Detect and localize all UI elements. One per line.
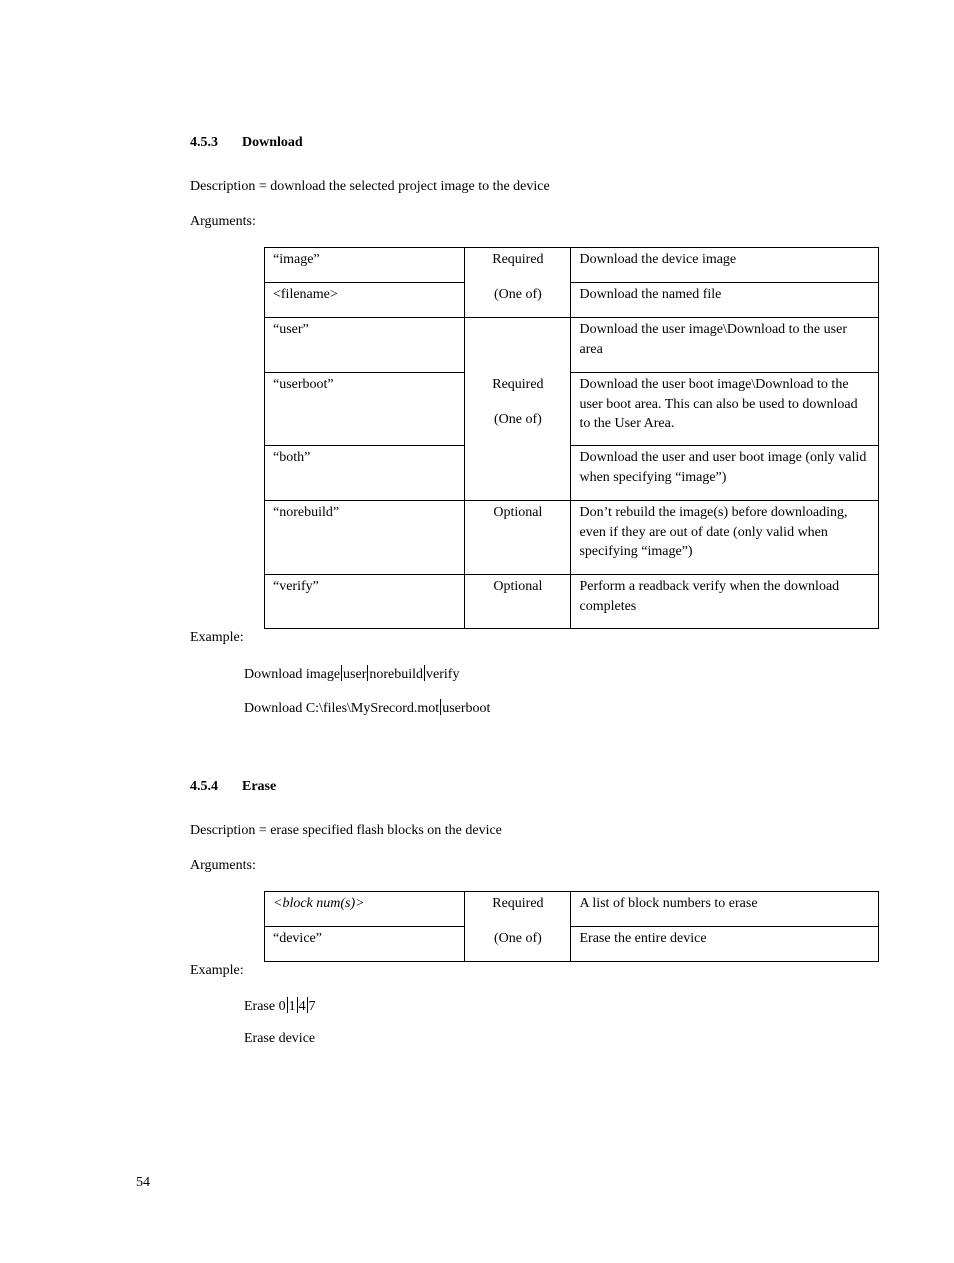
arg-description: Perform a readback verify when the download completes — [579, 579, 840, 614]
arg-description: Erase the entire device — [579, 931, 707, 946]
erase-arguments-table — [264, 891, 879, 962]
arg-description: Download the user boot image\Download to the user boot area. This can also be used to download to the User Area. — [579, 377, 858, 431]
arg-name: “image” — [273, 252, 320, 267]
requirement-cell — [465, 248, 570, 304]
requirement-note: (One of) — [493, 930, 542, 946]
download-arguments-label: Arguments: — [190, 214, 256, 229]
requirement-note: (One of) — [493, 286, 542, 302]
table-row — [265, 248, 879, 283]
arg-description: Download the device image — [579, 252, 737, 267]
erase-example-1 — [244, 997, 316, 1015]
requirement-cell — [465, 892, 570, 948]
table-row — [265, 501, 879, 575]
arg-name: “user” — [273, 322, 309, 337]
erase-example-label: Example: — [190, 963, 244, 978]
pipe-separator — [307, 997, 308, 1013]
arg-description: Download the named file — [579, 287, 722, 302]
arg-name: “userboot” — [273, 377, 334, 392]
arg-name: “device” — [273, 931, 322, 946]
arg-name — [265, 892, 464, 914]
section-heading-download — [190, 135, 303, 151]
table-row — [265, 575, 879, 629]
section-number: 4.5.3 — [190, 135, 218, 150]
arg-description: Download the user image\Download to the user area — [579, 322, 847, 357]
download-arguments-table — [264, 247, 879, 629]
example-part: 7 — [308, 999, 316, 1014]
example-part: 4 — [298, 999, 306, 1014]
table-row — [265, 318, 879, 373]
requirement-label: Required — [492, 377, 544, 392]
requirement-label: Optional — [493, 505, 543, 520]
arg-name: “verify” — [273, 579, 319, 594]
example-part: Download C:\files\MySrecord.mot — [244, 701, 440, 716]
pipe-separator — [424, 665, 425, 681]
arg-description: A list of block numbers to erase — [579, 896, 758, 911]
requirement-label: Required — [492, 896, 544, 911]
requirement-label: Optional — [493, 579, 543, 594]
pipe-separator — [341, 665, 342, 681]
example-part: 1 — [288, 999, 296, 1014]
erase-example-2: Erase device — [244, 1031, 316, 1046]
table-row — [265, 892, 879, 927]
requirement-note: (One of) — [493, 411, 542, 427]
arg-name: <filename> — [273, 287, 338, 302]
example-part: Erase 0 — [244, 999, 286, 1014]
erase-arguments-label: Arguments: — [190, 858, 256, 873]
pipe-separator — [297, 997, 298, 1013]
table-row — [265, 283, 879, 318]
example-part: Download image — [244, 667, 341, 682]
download-example-label: Example: — [190, 630, 244, 645]
arg-description: Don’t rebuild the image(s) before downloading, even if they are out of date (only valid when specifying “image”) — [579, 505, 848, 559]
example-part: norebuild — [369, 667, 424, 682]
arg-name-text: <block num(s)> — [273, 896, 365, 911]
table-row — [265, 446, 879, 501]
requirement-label: Required — [492, 252, 544, 267]
section-title: Download — [242, 135, 303, 150]
section-title: Erase — [242, 779, 277, 794]
example-part: verify — [426, 667, 460, 682]
section-number: 4.5.4 — [190, 779, 218, 794]
download-example-1 — [244, 665, 459, 683]
example-part: userboot — [442, 701, 491, 716]
page-number: 54 — [136, 1175, 150, 1190]
download-example-2 — [244, 699, 490, 717]
arg-description: Download the user and user boot image (only valid when specifying “image”) — [579, 450, 867, 485]
example-part: user — [343, 667, 367, 682]
table-row — [265, 927, 879, 962]
section-heading-erase — [190, 779, 276, 795]
arg-name: “norebuild” — [273, 505, 340, 520]
pipe-separator — [287, 997, 288, 1013]
download-description: Description = download the selected project image to the device — [190, 179, 550, 194]
erase-description: Description = erase specified flash blocks on the device — [190, 823, 502, 838]
requirement-cell — [465, 318, 570, 429]
table-row — [265, 373, 879, 446]
arg-name: “both” — [273, 450, 311, 465]
